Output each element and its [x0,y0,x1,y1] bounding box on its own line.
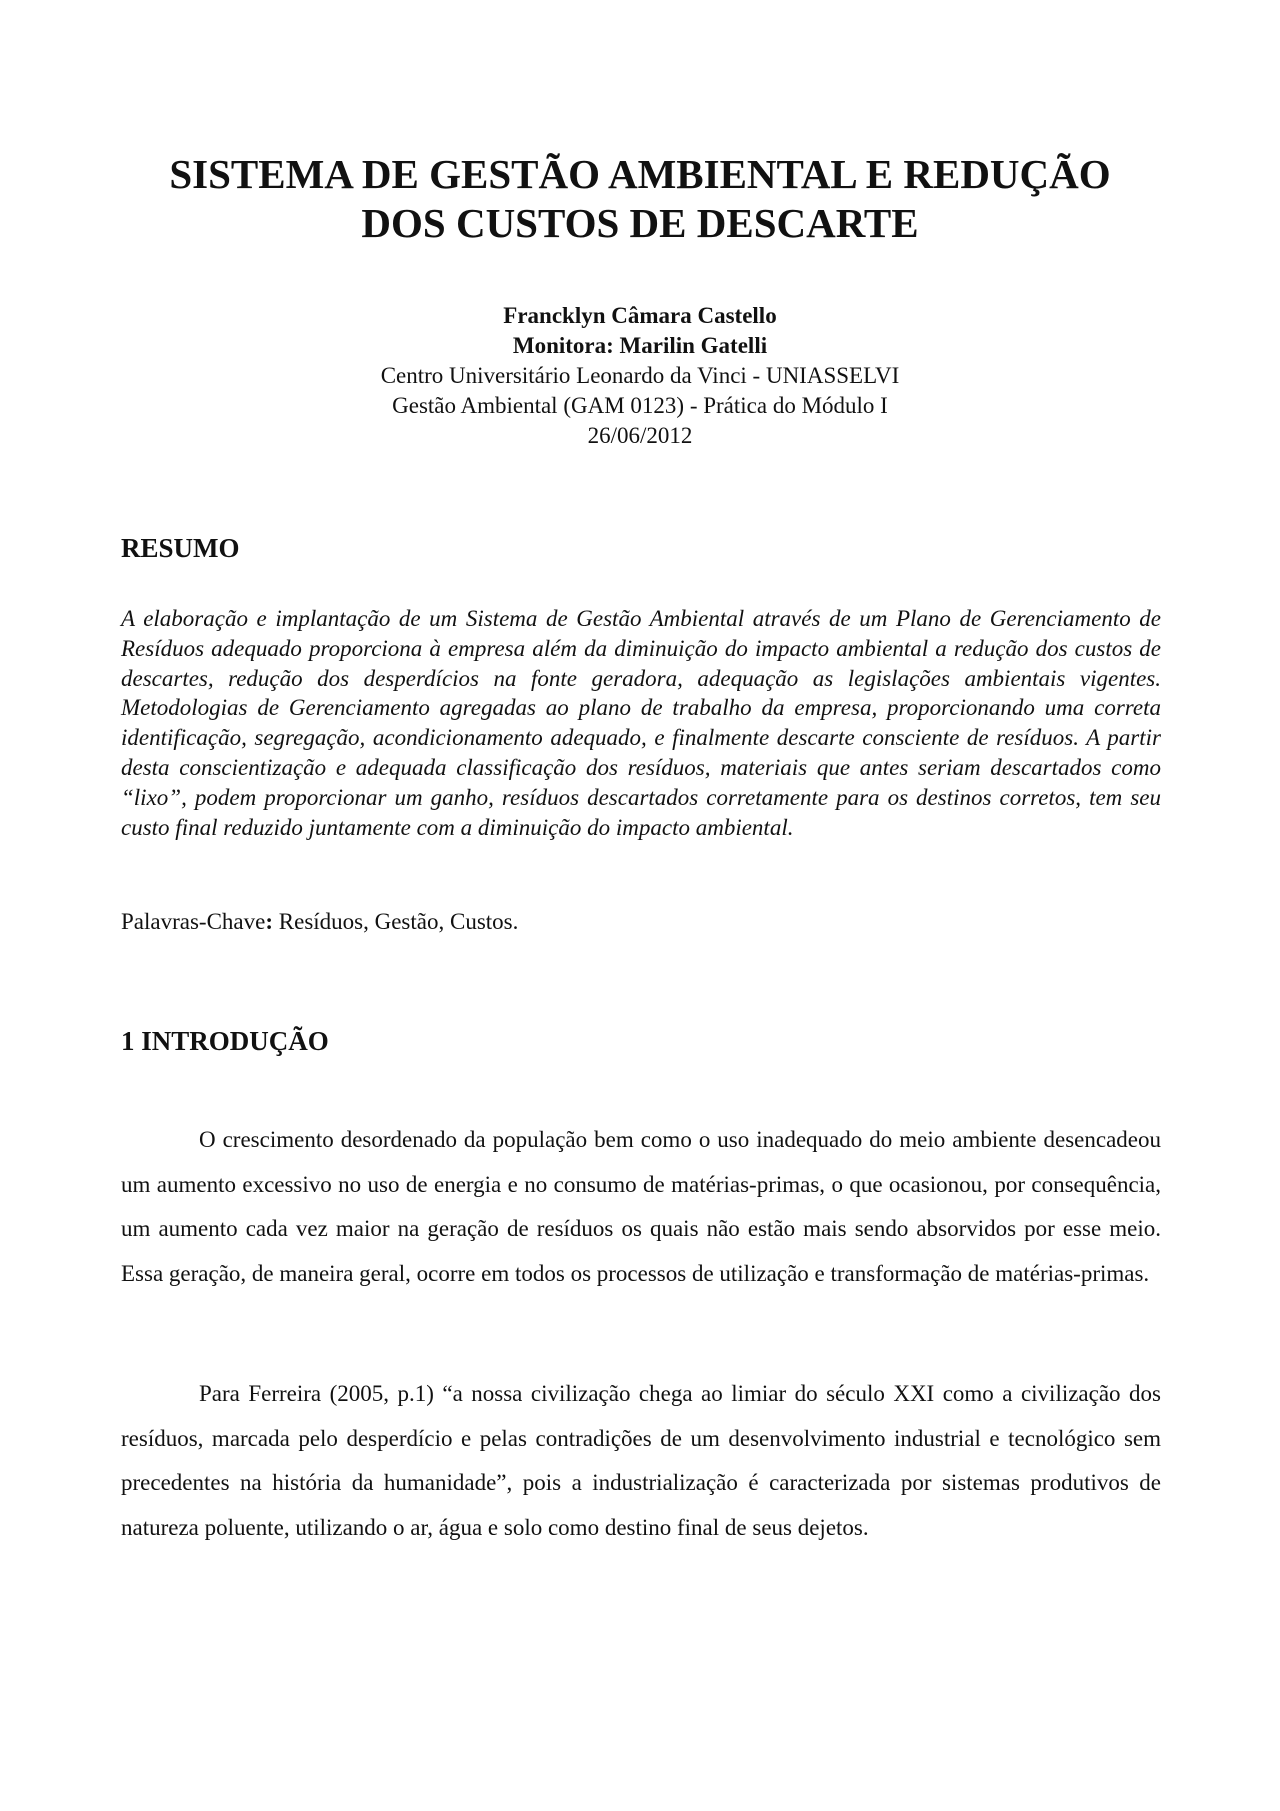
keywords-line [121,907,1161,937]
introducao-heading: 1 INTRODUÇÃO [121,1026,329,1056]
introducao-paragraph-1: O crescimento desordenado da população bem como o uso inadequado do meio ambiente desencadeou um aumento excessivo no uso de energia e no consumo de matérias-primas, o que ocasionou, por consequência, um aumento cada vez maior na geração de resíduos os quais não estão mais sendo absorvidos por esse meio. Essa geração, de maneira geral, ocorre em todos os processos de utilização e transformação de matérias-primas. [121,1127,1161,1286]
institution: Centro Universitário Leonardo da Vinci - UNIASSELVI [380,363,900,388]
date: 26/06/2012 [587,423,693,448]
document-title [120,150,1160,248]
keywords-label: Palavras-Chave [121,909,266,934]
title-line-1: SISTEMA DE GESTÃO AMBIENTAL E REDUÇÃO [169,151,1111,197]
resumo-heading: RESUMO [121,533,240,563]
course: Gestão Ambiental (GAM 0123) - Prática do Módulo I [392,393,888,418]
introducao-paragraph-2: Para Ferreira (2005, p.1) “a nossa civilização chega ao limiar do século XXI como a civilização dos resíduos, marcada pelo desperdício e pelas contradições de um desenvolvimento industrial e tecnológico sem precedentes na história da humanidade”, pois a industrialização é caracterizada por sistemas produtivos de natureza poluente, utilizando o ar, água e solo como destino final de seus dejetos. [121,1381,1161,1540]
monitor-name: Monitora: Marilin Gatelli [512,333,768,358]
keywords-values: Resíduos, Gestão, Custos. [273,909,519,934]
author-block [120,301,1160,451]
keywords-colon: : [265,909,274,934]
title-line-2: DOS CUSTOS DE DESCARTE [361,200,919,246]
author-name: Francklyn Câmara Castello [503,303,777,328]
resumo-text: A elaboração e implantação de um Sistema de Gestão Ambiental através de um Plano de Gerenciamento de Resíduos adequado proporciona à empresa além da diminuição do impacto ambiental a redução dos custos de descartes, redução dos desperdícios na fonte geradora, adequação as legislações ambientais vigentes. Metodologias de Gerenciamento agregadas ao plano de trabalho da empresa, proporcionando uma correta identificação, segregação, acondicionamento adequado, e finalmente descarte consciente de resíduos. A partir desta conscientização e adequada classificação dos resíduos, materiais que antes seriam descartados como “lixo”, podem proporcionar um ganho, resíduos descartados corretamente para os destinos corretos, tem seu custo final reduzido juntamente com a diminuição do impacto ambiental. [121,606,1161,840]
